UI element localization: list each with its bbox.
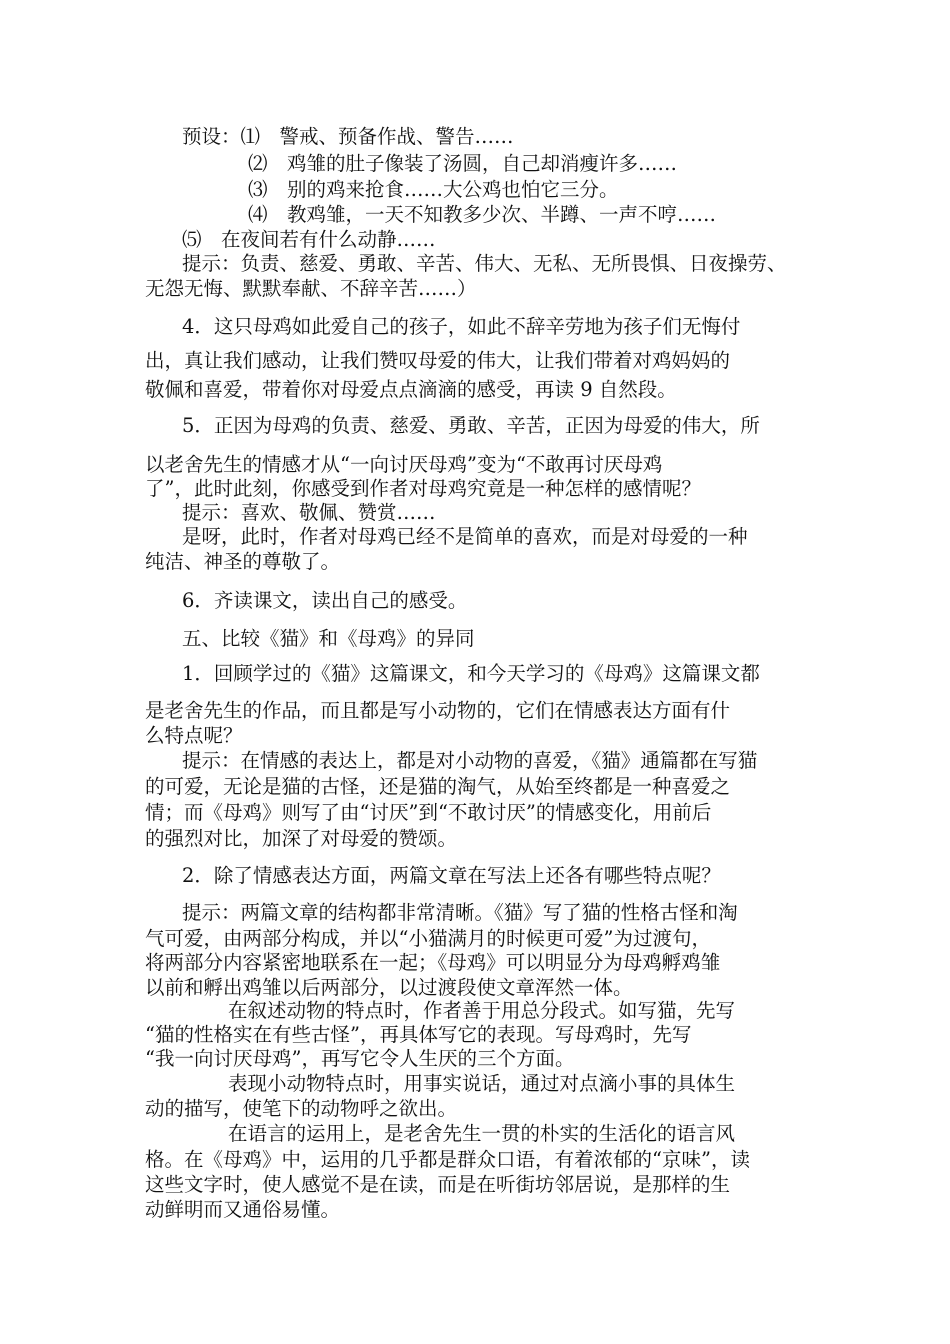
preset-line-3: ⑶ 别的鸡来抢食……大公鸡也怕它三分。 xyxy=(248,178,619,201)
hint-line: 无怨无悔、默默奉献、不辞辛苦……） xyxy=(145,277,477,300)
preset-line-4: ⑷ 教鸡雏，一天不知教多少次、半蹲、一声不哼…… xyxy=(248,203,717,226)
hint-line: 情；而《母鸡》则写了由“讨厌”到“不敢讨厌”的情感变化，用前后 xyxy=(145,801,712,824)
hint-line: 的强烈对比，加深了对母爱的赞颂。 xyxy=(145,827,458,850)
body-line: 动鲜明而又通俗易懂。 xyxy=(145,1198,341,1221)
question-1-line: 1．回顾学过的《猫》这篇课文，和今天学习的《母鸡》这篇课文都 xyxy=(182,662,760,685)
paragraph-4-line: 敬佩和喜爱，带着你对母爱点点滴滴的感受，再读 9 自然段。 xyxy=(145,378,677,401)
paragraph-4-line: 4．这只母鸡如此爱自己的孩子，如此不辞辛劳地为孩子们无悔付 xyxy=(182,315,741,338)
paragraph-5-line: 了”，此时此刻，你感受到作者对母鸡究竟是一种怎样的感情呢？ xyxy=(145,477,701,500)
body-line: 表现小动物特点时，用事实说话，通过对点滴小事的具体生 xyxy=(228,1072,736,1095)
hint-line: 气可爱，由两部分构成，并以“小猫满月的时候更可爱”为过渡句， xyxy=(145,927,711,950)
section-heading: 五、比较《猫》和《母鸡》的异同 xyxy=(182,627,475,650)
hint-line: 提示：喜欢、敬佩、赞赏…… xyxy=(182,501,436,524)
hint-line: 以前和孵出鸡雏以后两部分，以过渡段使文章浑然一体。 xyxy=(145,976,633,999)
hint-line: 提示：在情感的表达上，都是对小动物的喜爱，《猫》通篇都在写猫 xyxy=(182,749,758,772)
preset-line-5: ⑸ 在夜间若有什么动静…… xyxy=(182,228,436,251)
body-line: 在叙述动物的特点时，作者善于用总分段式。如写猫，先写 xyxy=(228,999,736,1022)
question-2-line: 2．除了情感表达方面，两篇文章在写法上还各有哪些特点呢？ xyxy=(182,864,721,887)
body-line: “猫的性格实在有些古怪”，再具体写它的表现。写母鸡时，先写 xyxy=(145,1023,692,1046)
hint-line: 的可爱，无论是猫的古怪，还是猫的淘气，从始至终都是一种喜爱之 xyxy=(145,775,731,798)
paragraph-4-line: 出，真让我们感动，让我们赞叹母爱的伟大，让我们带着对鸡妈妈的 xyxy=(145,349,731,372)
paragraph-5-line: 纯洁、神圣的尊敬了。 xyxy=(145,550,341,573)
question-1-line: 是老舍先生的作品，而且都是写小动物的，它们在情感表达方面有什 xyxy=(145,699,731,722)
hint-line: 提示：负责、慈爱、勇敢、辛苦、伟大、无私、无所畏惧、日夜操劳、 xyxy=(182,252,787,275)
paragraph-5-line: 是呀，此时，作者对母鸡已经不是简单的喜欢，而是对母爱的一种 xyxy=(182,525,748,548)
body-line: “我一向讨厌母鸡”，再写它令人生厌的三个方面。 xyxy=(145,1047,575,1070)
body-line: 在语言的运用上，是老舍先生一贯的朴实的生活化的语言风 xyxy=(228,1122,736,1145)
hint-line: 将两部分内容紧密地联系在一起；《母鸡》可以明显分为母鸡孵鸡雏 xyxy=(145,951,721,974)
question-1-line: 么特点呢？ xyxy=(145,724,243,747)
paragraph-6-line: 6．齐读课文，读出自己的感受。 xyxy=(182,589,468,612)
hint-line: 提示：两篇文章的结构都非常清晰。《猫》写了猫的性格古怪和淘 xyxy=(182,901,738,924)
preset-line-2: ⑵ 鸡雏的肚子像装了汤圆，自己却消瘦许多…… xyxy=(248,152,678,175)
preset-line-1: 预设：⑴ 警戒、预备作战、警告…… xyxy=(182,125,514,148)
paragraph-5-line: 5．正因为母鸡的负责、慈爱、勇敢、辛苦，正因为母爱的伟大，所 xyxy=(182,414,760,437)
body-line: 格。在《母鸡》中，运用的几乎都是群众口语，有着浓郁的“京味”，读 xyxy=(145,1148,750,1171)
body-line: 动的描写，使笔下的动物呼之欲出。 xyxy=(145,1097,458,1120)
paragraph-5-line: 以老舍先生的情感才从“一向讨厌母鸡”变为“不敢再讨厌母鸡 xyxy=(145,453,663,476)
body-line: 这些文字时，使人感觉不是在读，而是在听街坊邻居说，是那样的生 xyxy=(145,1173,731,1196)
